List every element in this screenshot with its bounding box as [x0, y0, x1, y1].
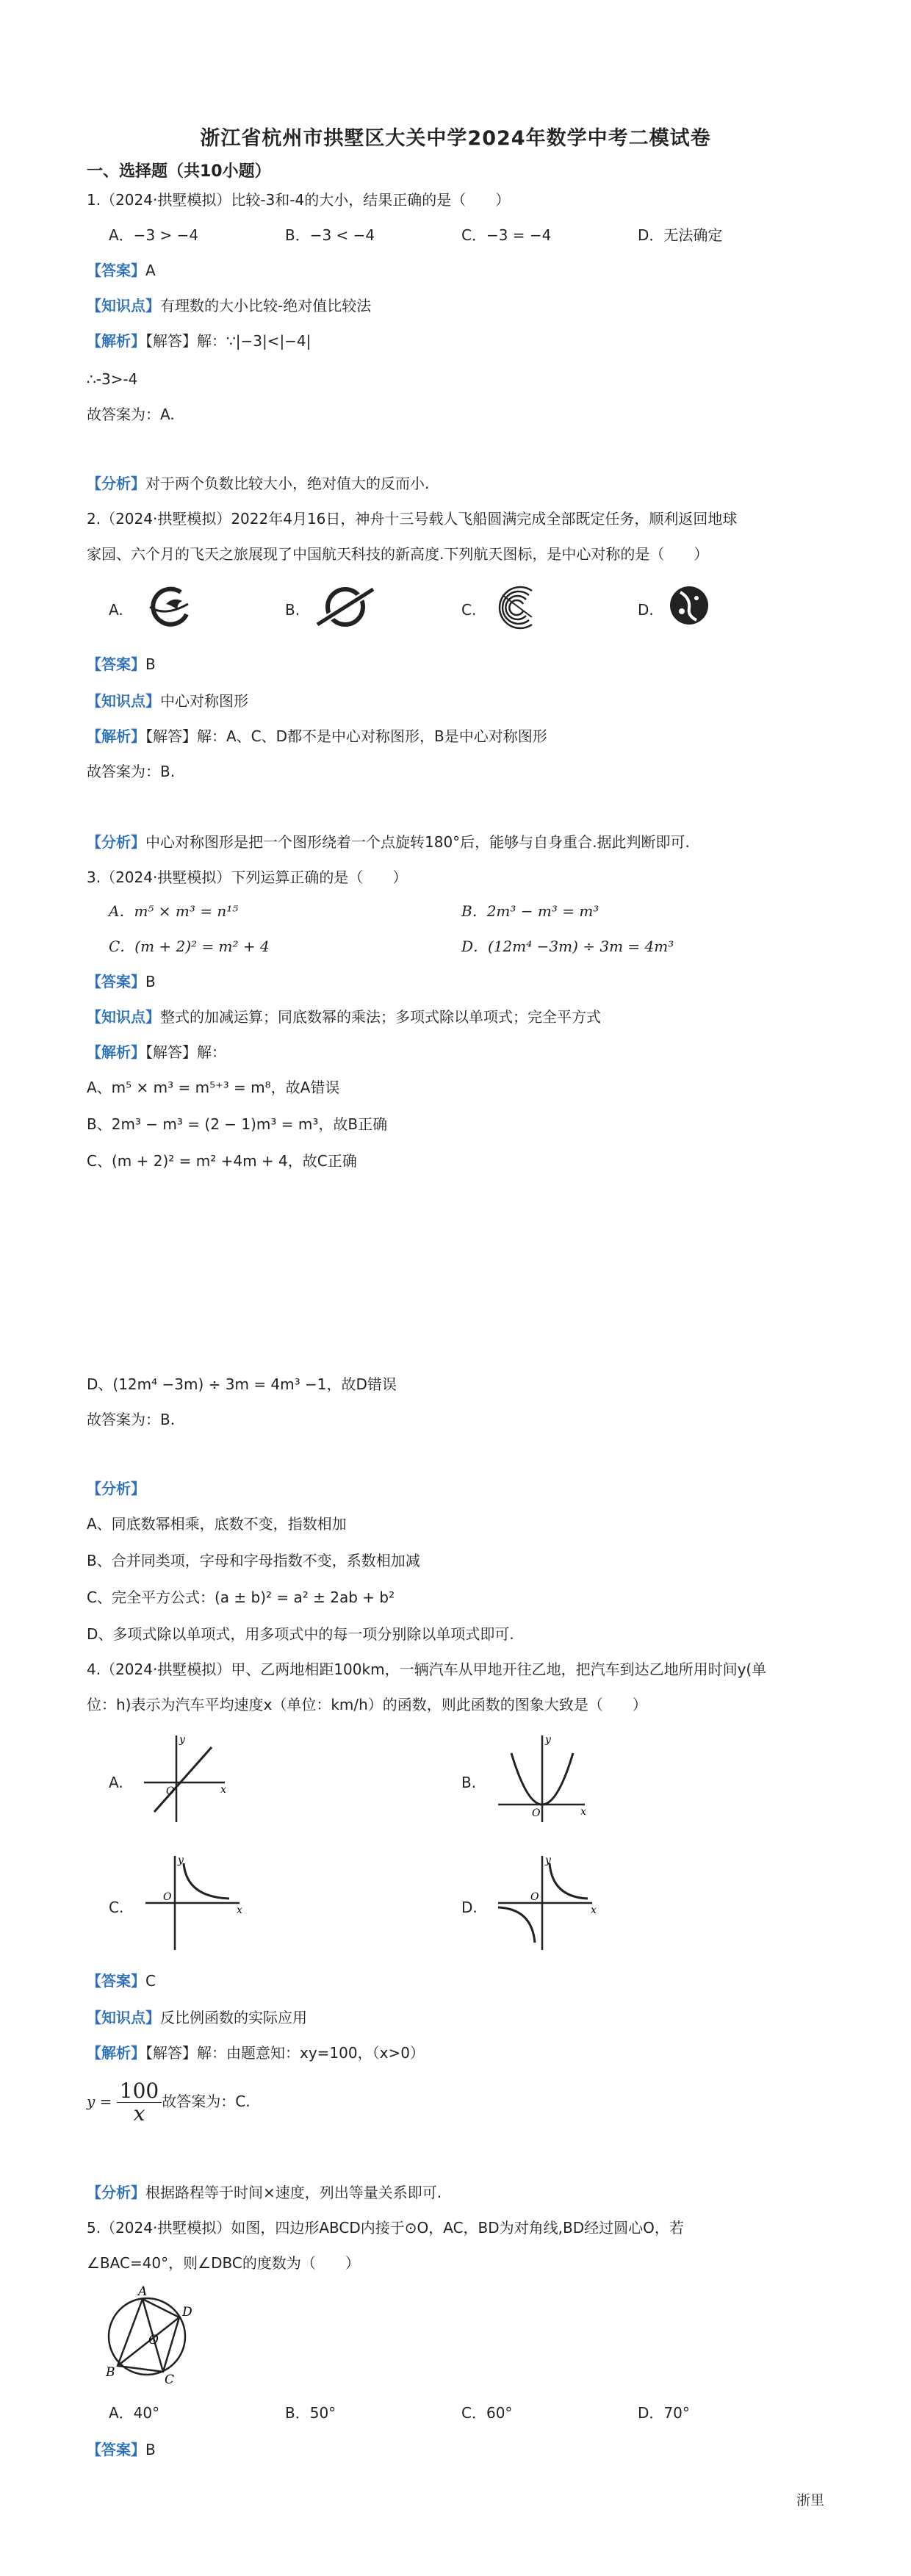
q4-knowledge-text: 反比例函数的实际应用: [160, 2009, 307, 2026]
q1-analysis: [87, 331, 311, 351]
q1-option-d: D．无法确定: [638, 226, 723, 244]
formula-numerator: 100: [117, 2080, 162, 2103]
formula-denominator: x: [133, 2101, 145, 2126]
q2-analysis: [87, 726, 547, 746]
q4-graph-a: [138, 1731, 234, 1827]
q1-knowledge: [87, 295, 371, 316]
q4-formula: [87, 2078, 251, 2125]
q3-analysis-text: 【解答】解：: [145, 1043, 226, 1061]
q2-fenxi-text: 中心对称图形是把一个图形绕着一个点旋转180°后，能够与自身重合.据此判断即可.: [145, 833, 690, 851]
origin-label: O: [530, 1891, 539, 1903]
q2-conclusion: 故答案为：B.: [87, 763, 176, 780]
point-b-label: B: [106, 2365, 115, 2380]
q5-option-a: A．40°: [109, 2404, 160, 2422]
q1-fenxi: [87, 473, 429, 494]
q3-answer-value: B: [145, 973, 156, 990]
q1-answer-value: A: [145, 262, 156, 279]
q2-icon-b: [314, 582, 376, 632]
q3-answer: [87, 971, 156, 992]
knowledge-label: 【知识点】: [87, 1008, 160, 1026]
q3-step-a: A、m⁵ × m³ = m⁵⁺³ = m⁸，故A错误: [87, 1079, 340, 1096]
q4-answer-value: C: [145, 1972, 156, 1990]
q2-analysis-text: 【解答】解：A、C、D都不是中心对称图形，B是中心对称图形: [145, 727, 547, 745]
q5-stem-line1: 5.（2024·拱墅模拟）如图，四边形ABCD内接于⊙O，AC，BD为对角线,BD经过圆心O，若: [87, 2219, 684, 2237]
q4-conclusion: 故答案为：C.: [162, 2093, 251, 2110]
analysis-label: 【解析】: [87, 2044, 145, 2062]
q1-stem: 1.（2024·拱墅模拟）比较-3和-4的大小，结果正确的是（ ）: [87, 191, 511, 209]
q2-option-d-label: D.: [638, 601, 654, 619]
q2-option-c-label: C.: [461, 601, 477, 619]
q1-conclusion: 故答案为：A.: [87, 406, 175, 423]
q4-fenxi: [87, 2182, 442, 2203]
point-d-label: D: [182, 2305, 192, 2320]
q1-option-b: B．−3 < −4: [285, 226, 375, 244]
y-axis-label: y: [545, 1854, 551, 1866]
q4-knowledge: [87, 2007, 307, 2028]
q1-answer: [87, 260, 156, 281]
q3-option-a: A．m⁵ × m³ = n¹⁵: [109, 902, 239, 920]
answer-label: 【答案】: [87, 262, 145, 279]
q4-answer: [87, 1971, 156, 1991]
q1-analysis-text: 【解答】解：∵|−3|<|−4|: [145, 332, 312, 350]
formula-lhs: y =: [87, 2093, 112, 2110]
q1-option-a: A．−3 > −4: [109, 226, 199, 244]
x-axis-label: x: [580, 1806, 586, 1818]
q2-knowledge-text: 中心对称图形: [160, 692, 248, 710]
q3-knowledge: [87, 1007, 601, 1027]
q3-step-b: B、2m³ − m³ = (2 − 1)m³ = m³，故B正确: [87, 1115, 388, 1133]
analysis-label: 【解析】: [87, 332, 145, 350]
x-axis-label: x: [237, 1904, 242, 1916]
answer-label: 【答案】: [87, 973, 145, 990]
knowledge-label: 【知识点】: [87, 297, 160, 314]
answer-label: 【答案】: [87, 655, 145, 673]
knowledge-label: 【知识点】: [87, 692, 160, 710]
section-heading: 一、选择题（共10小题）: [87, 162, 271, 181]
q1-fenxi-text: 对于两个负数比较大小，绝对值大的反而小.: [145, 475, 430, 492]
q2-knowledge: [87, 691, 248, 711]
y-axis-label: y: [178, 1854, 184, 1866]
q1-line2: ∴-3>-4: [87, 370, 138, 388]
fenxi-label: 【分析】: [87, 1480, 145, 1497]
origin-label: O: [163, 1891, 172, 1903]
fenxi-label: 【分析】: [87, 833, 145, 851]
fenxi-label: 【分析】: [87, 2184, 145, 2201]
point-o-label: O: [148, 2333, 159, 2347]
formula-fraction: [117, 2080, 162, 2125]
q5-answer-value: B: [145, 2441, 156, 2458]
q5-option-b: B．50°: [285, 2404, 336, 2422]
q5-stem-line2: ∠BAC=40°，则∠DBC的度数为（ ）: [87, 2254, 360, 2272]
x-axis-label: x: [591, 1904, 597, 1916]
q4-graph-c: [138, 1852, 248, 1954]
q2-stem-line1: 2.（2024·拱墅模拟）2022年4月16日，神舟十三号载人飞船圆满完成全部既定任务，顺利返回地球: [87, 510, 738, 528]
q4-stem-line2: 位：h)表示为汽车平均速度x（单位：km/h）的函数，则此函数的图象大致是（ ）: [87, 1696, 647, 1713]
q4-option-c-label: C.: [109, 1899, 124, 1916]
q3-stem: 3.（2024·拱墅模拟）下列运算正确的是（ ）: [87, 868, 408, 886]
x-axis-label: x: [220, 1784, 226, 1796]
q3-option-c: C．(m + 2)² = m² + 4: [109, 938, 270, 955]
q2-answer-value: B: [145, 655, 156, 673]
fenxi-label: 【分析】: [87, 475, 145, 492]
q4-stem-line1: 4.（2024·拱墅模拟）甲、乙两地相距100km，一辆汽车从甲地开往乙地，把汽车到达乙地所用时间y(单: [87, 1661, 767, 1678]
q5-option-c: C．60°: [461, 2404, 513, 2422]
q4-option-d-label: D.: [461, 1899, 478, 1916]
page-footer: 浙里: [796, 2492, 824, 2508]
point-a-label: A: [138, 2284, 148, 2299]
q3-fenxi-b: B、合并同类项，字母和字母指数不变，系数相加减: [87, 1552, 420, 1569]
q5-answer: [87, 2439, 156, 2460]
answer-label: 【答案】: [87, 2441, 145, 2458]
q3-option-b: B．2m³ − m³ = m³: [461, 902, 599, 920]
q3-step-d: D、(12m⁴ −3m) ÷ 3m = 4m³ −1，故D错误: [87, 1375, 397, 1393]
q4-analysis: [87, 2043, 425, 2063]
page-title: 浙江省杭州市拱墅区大关中学2024年数学中考二模试卷: [200, 127, 711, 150]
y-axis-label: y: [179, 1734, 185, 1746]
q3-fenxi-a: A、同底数幂相乘，底数不变，指数相加: [87, 1515, 347, 1533]
analysis-label: 【解析】: [87, 727, 145, 745]
q5-circle-figure: [100, 2284, 195, 2386]
answer-label: 【答案】: [87, 1972, 145, 1990]
q2-option-a-label: A.: [109, 601, 123, 619]
q3-fenxi-d: D、多项式除以单项式，用多项式中的每一项分别除以单项式即可.: [87, 1625, 514, 1643]
q3-fenxi-c: C、完全平方公式：(a ± b)² = a² ± 2ab + b²: [87, 1589, 395, 1606]
q3-conclusion: 故答案为：B.: [87, 1411, 176, 1428]
q2-icon-d: [666, 582, 713, 629]
q2-icon-c: [488, 585, 539, 630]
q2-stem-line2: 家园、六个月的飞天之旅展现了中国航天科技的新高度.下列航天图标，是中心对称的是（ ）: [87, 545, 709, 563]
knowledge-label: 【知识点】: [87, 2009, 160, 2026]
q5-option-d: D．70°: [638, 2404, 690, 2422]
q3-fenxi: [87, 1478, 145, 1499]
q4-analysis-text: 【解答】解：由题意知：xy=100，（x>0）: [145, 2044, 425, 2062]
point-c-label: C: [165, 2372, 175, 2386]
origin-label: O: [166, 1785, 175, 1797]
q3-step-c: C、(m + 2)² = m² +4m + 4，故C正确: [87, 1152, 357, 1170]
analysis-label: 【解析】: [87, 1043, 145, 1061]
y-axis-label: y: [545, 1734, 551, 1746]
q4-option-a-label: A.: [109, 1774, 123, 1791]
origin-label: O: [532, 1807, 541, 1819]
q4-graph-b: [491, 1731, 594, 1827]
q3-analysis: [87, 1042, 226, 1062]
q4-fenxi-text: 根据路程等于时间×速度，列出等量关系即可.: [145, 2184, 442, 2201]
q1-knowledge-text: 有理数的大小比较-绝对值比较法: [160, 297, 372, 314]
q4-option-b-label: B.: [461, 1774, 477, 1791]
q2-fenxi: [87, 832, 690, 852]
q1-option-c: C．−3 = −4: [461, 226, 552, 244]
q3-option-d: D．(12m⁴ −3m) ÷ 3m = 4m³: [461, 938, 674, 955]
q2-answer: [87, 654, 156, 674]
q4-graph-d: [491, 1852, 601, 1954]
q2-icon-a: [144, 582, 195, 630]
q3-knowledge-text: 整式的加减运算；同底数幂的乘法；多项式除以单项式；完全平方式: [160, 1008, 601, 1026]
q2-option-b-label: B.: [285, 601, 300, 619]
